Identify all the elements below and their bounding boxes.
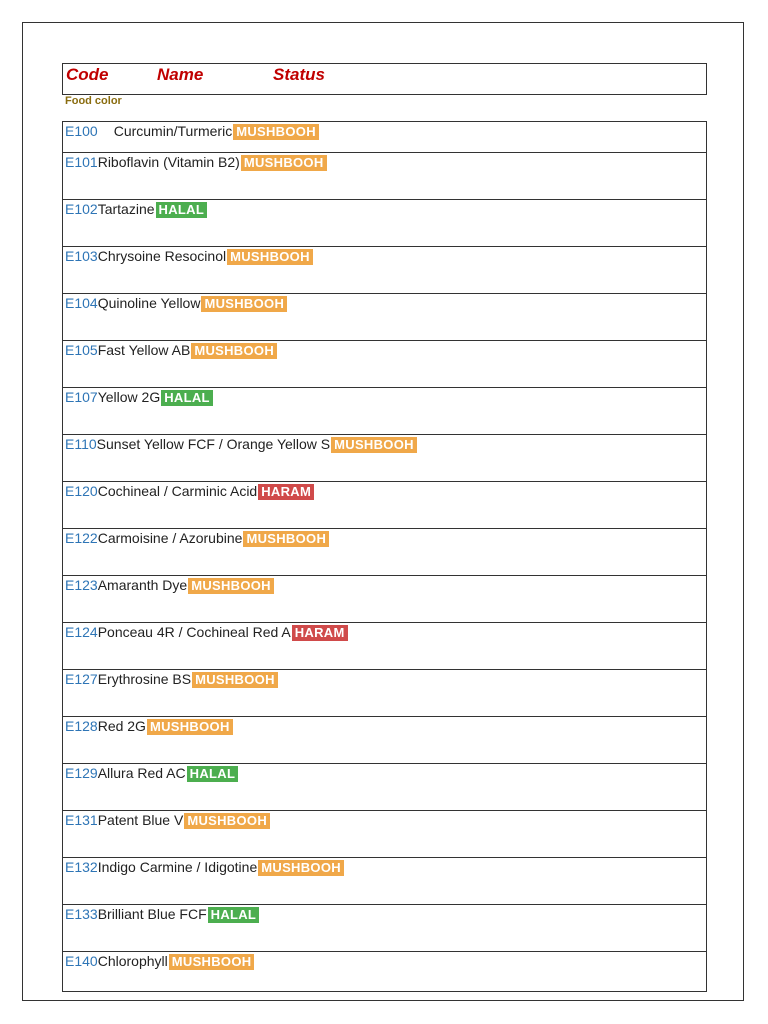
table-row	[63, 717, 706, 764]
additive-code: E102	[65, 201, 98, 217]
additive-code: E110	[65, 436, 97, 452]
additive-name: Chlorophyll	[97, 953, 168, 969]
row-content	[65, 718, 233, 735]
header-status-label: Status	[273, 65, 325, 84]
additive-name: Ponceau 4R / Cochineal Red A	[97, 624, 291, 640]
additive-code: E131	[65, 812, 98, 828]
row-content	[65, 389, 213, 406]
additive-code: E133	[65, 906, 98, 922]
row-content	[65, 483, 314, 500]
table-row	[63, 200, 706, 247]
row-content	[65, 201, 207, 218]
table-row	[63, 529, 706, 576]
section-label: Food color	[65, 95, 122, 107]
table-row	[63, 122, 706, 153]
status-badge: MUSHBOOH	[241, 155, 327, 171]
status-badge: HALAL	[208, 907, 260, 923]
status-badge: MUSHBOOH	[188, 578, 274, 594]
additive-name: Sunset Yellow FCF / Orange Yellow S	[96, 436, 331, 452]
additive-name: Indigo Carmine / Idigotine	[97, 859, 258, 875]
row-content	[65, 436, 417, 453]
row-content	[65, 530, 329, 547]
additive-code: E123	[65, 577, 98, 593]
table-row	[63, 670, 706, 717]
table-row	[63, 435, 706, 482]
status-badge: HALAL	[156, 202, 208, 218]
additive-code: E124	[65, 624, 98, 640]
additive-code: E128	[65, 718, 98, 734]
table-row	[63, 952, 706, 999]
status-badge: MUSHBOOH	[191, 343, 277, 359]
additive-code: E127	[65, 671, 98, 687]
additive-code: E100	[65, 123, 98, 139]
additive-name: Cochineal / Carminic Acid	[97, 483, 258, 499]
row-content	[65, 859, 344, 876]
additive-name: Patent Blue V	[97, 812, 184, 828]
additive-code: E120	[65, 483, 98, 499]
additive-code: E140	[65, 953, 98, 969]
additive-name: Quinoline Yellow	[97, 295, 201, 311]
status-badge: MUSHBOOH	[169, 954, 255, 970]
additive-code: E105	[65, 342, 98, 358]
status-badge: HALAL	[187, 766, 239, 782]
row-content	[65, 123, 319, 140]
table-row	[63, 764, 706, 811]
status-badge: HALAL	[161, 390, 213, 406]
table-header	[62, 63, 707, 95]
additive-name: Tartazine	[97, 201, 155, 217]
table-row	[63, 247, 706, 294]
additive-name: Carmoisine / Azorubine	[97, 530, 243, 546]
header-code-label: Code	[66, 65, 109, 84]
additives-table	[62, 121, 707, 992]
row-content	[65, 765, 238, 782]
status-badge: MUSHBOOH	[147, 719, 233, 735]
row-content	[65, 577, 274, 594]
additive-name: Chrysoine Resocinol	[97, 248, 227, 264]
row-content	[65, 953, 254, 970]
additive-name: Brilliant Blue FCF	[97, 906, 207, 922]
additive-code: E129	[65, 765, 98, 781]
additive-code: E103	[65, 248, 98, 264]
status-badge: MUSHBOOH	[227, 249, 313, 265]
table-row	[63, 482, 706, 529]
row-content	[65, 154, 327, 171]
additive-name: Erythrosine BS	[97, 671, 192, 687]
table-row	[63, 294, 706, 341]
status-badge: MUSHBOOH	[243, 531, 329, 547]
row-content	[65, 812, 270, 829]
status-badge: HARAM	[258, 484, 314, 500]
status-badge: HARAM	[292, 625, 348, 641]
additive-code: E132	[65, 859, 98, 875]
status-badge: MUSHBOOH	[233, 124, 319, 140]
row-content	[65, 624, 348, 641]
row-content	[65, 671, 278, 688]
additive-code: E107	[65, 389, 98, 405]
additive-code: E104	[65, 295, 98, 311]
table-row	[63, 341, 706, 388]
status-badge: MUSHBOOH	[201, 296, 287, 312]
header-name-label: Name	[157, 65, 204, 84]
additive-code: E101	[65, 154, 98, 170]
table-row	[63, 388, 706, 435]
additive-name: Fast Yellow AB	[97, 342, 191, 358]
row-content	[65, 295, 287, 312]
additive-name: Yellow 2G	[97, 389, 161, 405]
table-row	[63, 905, 706, 952]
status-badge: MUSHBOOH	[192, 672, 278, 688]
status-badge: MUSHBOOH	[331, 437, 417, 453]
additive-name: Amaranth Dye	[97, 577, 188, 593]
additive-name: Riboflavin (Vitamin B2)	[97, 154, 240, 170]
table-row	[63, 153, 706, 200]
additive-code: E122	[65, 530, 98, 546]
row-content	[65, 906, 259, 923]
table-row	[63, 811, 706, 858]
row-content	[65, 248, 313, 265]
additive-name: Curcumin/Turmeric	[113, 123, 233, 139]
status-badge: MUSHBOOH	[258, 860, 344, 876]
row-content	[65, 342, 277, 359]
additive-name: Red 2G	[97, 718, 146, 734]
additive-name: Allura Red AC	[97, 765, 186, 781]
table-row	[63, 858, 706, 905]
status-badge: MUSHBOOH	[184, 813, 270, 829]
table-row	[63, 576, 706, 623]
table-row	[63, 623, 706, 670]
